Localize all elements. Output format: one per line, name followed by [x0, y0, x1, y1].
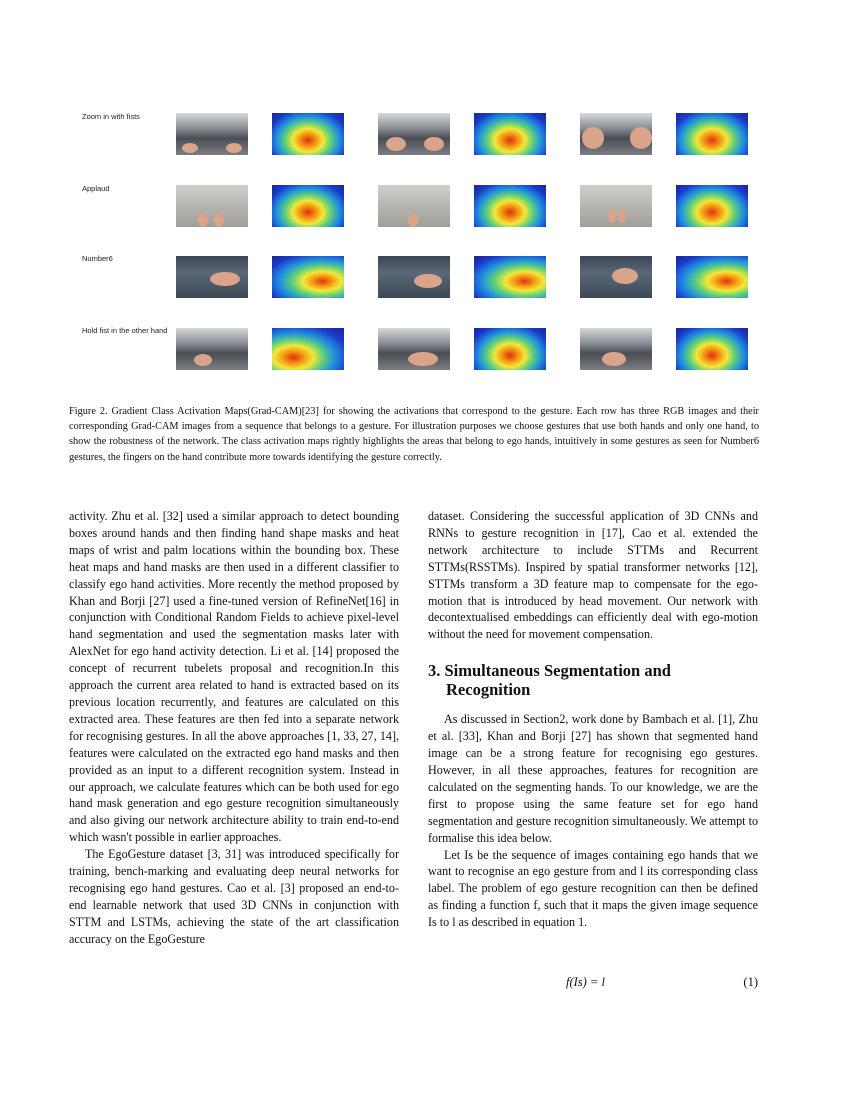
gradcam-image: [272, 113, 344, 155]
rgb-image: [580, 185, 652, 227]
row-label-hold-fist: Hold fist in the other hand: [82, 326, 168, 335]
equation-number: (1): [743, 975, 758, 989]
gradcam-image: [474, 256, 546, 298]
row-label-number6: Number6: [82, 254, 113, 263]
paragraph: Let Is be the sequence of images containing ego hands that we want to recognise an ego gesture from and l its corresponding class label. The problem of ego gesture recognition can then be defined as finding a function f, such that it maps the given image sequence Is to l as described in equation 1.: [428, 847, 758, 930]
paragraph: activity. Zhu et al. [32] used a similar approach to detect bounding boxes around hands and then finding hand shape masks and heat maps of wrist and palm locations within the bounding box. These heat maps and hand masks are then used in a different classifier to classify ego hand activities. More recently the method proposed by Khan and Borji [27] used a fine-tuned version of RefineNet[16] in conjunction with Conditional Random Fields to achieve pixel-level hand segmentation and used the segmentation masks later with AlexNet for ego hand activity detection. Li et al. [14] proposed the concept of recurrent tubelets proposal and recognition.In this approach the current area related to hand is extracted based on its previous location recurrently, and features are calculated on this extracted area. These features are then fed into a separate network for recognising gestures. In all the above approaches [1, 33, 27, 14], features were calculated on the extracted ego hand masks and then provided as an input to a different recognition system. Instead in our approach, we calculate features which can be both used for ego hand mask generation and ego gesture recognition simultaneously and also giving our network architecture ability to train end-to-end which wasn't possible in earlier approaches.: [69, 509, 399, 845]
gradcam-image: [474, 113, 546, 155]
rgb-image: [580, 256, 652, 298]
figure-caption: Figure 2. Gradient Class Activation Maps(Grad-CAM)[23] for showing the activations that correspond to the gesture. Each row has three RGB images and their corresponding Grad-CAM images from a sequence that belongs to a gesture. For illustration purposes we choose gestures that use both hands and only one hand, to show the robustness of the network. The class activation maps rightly highlights the areas that belong to ego hands, intuitively in some gestures as seen for Number6 gestures, the fingers on the hand contribute more towards identifying the gesture correctly.: [69, 406, 759, 463]
rgb-image: [378, 113, 450, 155]
rgb-image: [176, 256, 248, 298]
section-heading: 3. Simultaneous Segmentation and Recognition: [428, 661, 671, 700]
rgb-image: [378, 328, 450, 370]
rgb-image: [378, 185, 450, 227]
gradcam-image: [272, 256, 344, 298]
gradcam-image: [676, 113, 748, 155]
gradcam-image: [474, 328, 546, 370]
equation-body: f(Is) = l: [566, 975, 605, 989]
right-column: [428, 508, 758, 931]
rgb-image: [176, 113, 248, 155]
row-label-zoom: Zoom in with fists: [82, 112, 140, 121]
paragraph: The EgoGesture dataset [3, 31] was introduced specifically for training, bench-marking and evaluating deep neural networks for recognising ego hand gestures. Cao et al. [3] proposed an end-to-end learnable network that used 3D CNNs in conjunction with STTM and LSTMs, achieving the state of the art classification accuracy on the EgoGesture: [69, 847, 399, 946]
rgb-image: [176, 328, 248, 370]
gradcam-image: [474, 185, 546, 227]
gradcam-image: [272, 328, 344, 370]
row-label-applaud: Applaud: [82, 184, 110, 193]
rgb-image: [580, 113, 652, 155]
gradcam-image: [676, 328, 748, 370]
left-column: [69, 508, 399, 948]
gradcam-image: [272, 185, 344, 227]
gradcam-image: [676, 256, 748, 298]
gradcam-image: [676, 185, 748, 227]
equation-1: [428, 975, 758, 993]
rgb-image: [580, 328, 652, 370]
paragraph: As discussed in Section2, work done by Bambach et al. [1], Zhu et al. [33], Khan and Borji [27] has shown that segmented hand image can be a strong feature for recognising ego gestures. However, in all these approaches, features for recognition are calculated on the segmenting hands. To our knowledge, we are the first to propose using the same feature set for ego hand segmentation and gesture recognition simultaneously. We attempt to formalise this idea below.: [428, 712, 758, 845]
rgb-image: [378, 256, 450, 298]
rgb-image: [176, 185, 248, 227]
paragraph: dataset. Considering the successful application of 3D CNNs and RNNs to gesture recognition in [17], Cao et al. extended the network architecture to include STTMs and Recurrent STTMs(RSSTMs). Inspired by spatial transformer networks [12], STTMs transform a 3D feature map to compensate for the ego-motion that is introduced by head movement. Our network with decontextualised embeddings can efficiently deal with ego-motion without the need for movement compensation.: [428, 509, 758, 642]
